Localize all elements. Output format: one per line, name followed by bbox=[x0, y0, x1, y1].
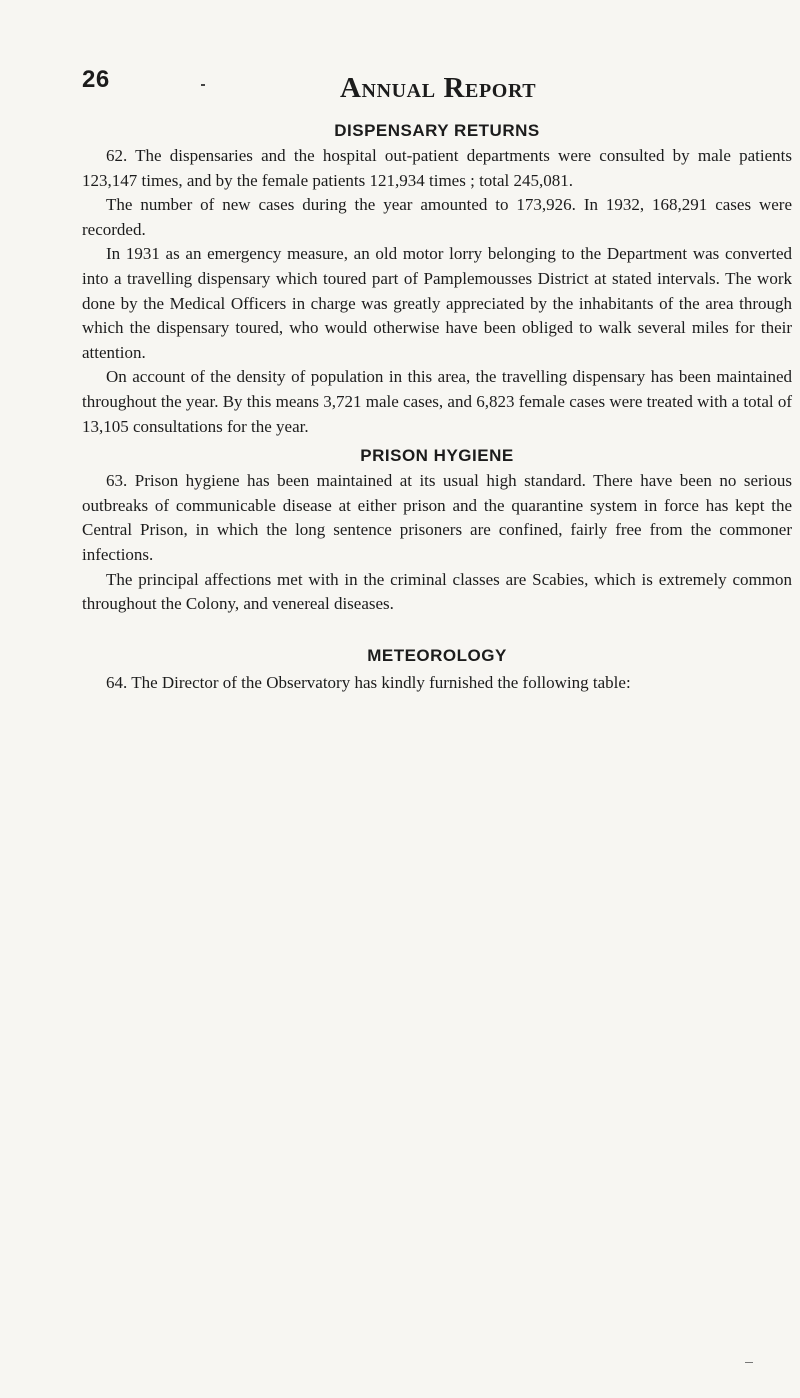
page-title: Annual Report bbox=[340, 72, 537, 104]
paragraph-63: 63. Prison hygiene has been maintained at its usual high standard. There have been no serious outbreaks of communicable disease at either prison and the quarantine system in force has kept the Central Prison, in which the long sentence prisoners are confined, fairly free from the commoner infections. bbox=[82, 471, 792, 564]
print-mark-bottom bbox=[745, 1362, 753, 1363]
print-mark bbox=[201, 84, 205, 86]
meteorology-section bbox=[82, 643, 792, 696]
dispensary-returns-section bbox=[82, 118, 792, 439]
page-body bbox=[82, 118, 792, 695]
paragraph-population-density: On account of the density of population in this area, the travelling dispensary has been maintained throughout the year. By this means 3,721 male cases, and 6,823 female cases were treated with a total of 13,105 consultations for the year. bbox=[82, 367, 792, 436]
paragraph-64: 64. The Director of the Observatory has kindly furnished the following table: bbox=[106, 672, 631, 692]
page-number: 26 bbox=[82, 66, 110, 93]
prison-hygiene-section bbox=[82, 443, 792, 617]
paragraph-principal-affections: The principal affections met with in the criminal classes are Scabies, which is extremely common throughout the Colony, and venereal diseases. bbox=[82, 569, 792, 614]
section-heading-meteorology: METEOROLOGY bbox=[367, 645, 507, 665]
running-head bbox=[82, 66, 722, 110]
section-heading-prison: PRISON HYGIENE bbox=[360, 446, 514, 466]
paragraph-62: 62. The dispensaries and the hospital out-patient departments were consulted by male patients 123,147 times, and by the female patients 121,934 times ; total 245,081. bbox=[82, 146, 792, 190]
paragraph-travelling-dispensary: In 1931 as an emergency measure, an old motor lorry belonging to the Department was converted into a travelling dispensary which toured part of Pamplemousses District at stated intervals. The work done by the Medical Officers in charge was greatly appreciated by the inhabitants of the area through which the dispensary toured, who would otherwise have been obliged to walk several miles for their attention. bbox=[82, 244, 792, 362]
paragraph-new-cases: The number of new cases during the year amounted to 173,926. In 1932, 168,291 cases were recorded. bbox=[82, 195, 792, 239]
section-heading-dispensary: DISPENSARY RETURNS bbox=[334, 121, 540, 140]
